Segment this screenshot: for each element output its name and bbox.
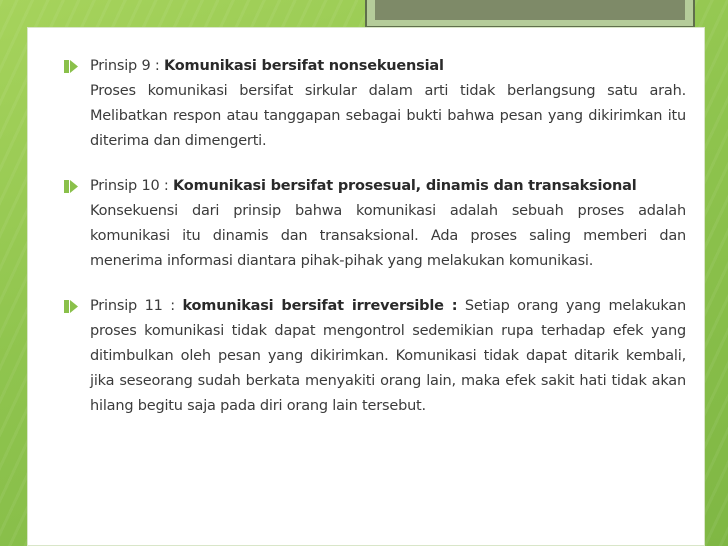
bullet-arrow-icon [64,300,78,313]
bullet-trail: Setiap orang yang melakukan proses komunikasi tidak dapat mengontrol sedemikian rupa terhadap efek yang ditimbulkan oleh pesan yang dikirimkan. Komunikasi tidak dapat ditarik kembali, jika seseorang sudah berkata menyakiti orang lain, maka efek sakit hati tidak akan hilang begitu saja pada diri orang lain tersebut. [90,298,686,414]
bullet-heading: komunikasi bersifat irreversible : [182,298,458,314]
bullet-lead: Prinsip 11 : [90,298,183,314]
bullet-lead: Prinsip 10 : [90,178,174,194]
bullet-body: Konsekuensi dari prinsip bahwa komunikasi adalah sebuah proses adalah komunikasi itu dinamis dan transaksional. Ada proses saling memberi dan menerima informasi diantara pihak-pihak yang melakukan komunikasi. [90,203,686,269]
title-bar-inner [375,0,685,20]
bullet-item [62,174,686,274]
slide-content [62,54,686,419]
bullet-lead: Prinsip 9 : [90,58,164,74]
bullet-arrow-icon [64,60,78,73]
bullet-body: Proses komunikasi bersifat sirkular dalam arti tidak berlangsung satu arah. Melibatkan respon atau tanggapan sebagai bukti bahwa pesan yang dikirimkan itu diterima dan dimengerti. [90,83,686,149]
bullet-item [62,294,686,419]
title-bar-decoration [365,0,695,28]
bullet-arrow-icon [64,180,78,193]
bullet-item [62,54,686,154]
bullet-heading: Komunikasi bersifat nonsekuensial [164,58,444,74]
bullet-heading: Komunikasi bersifat prosesual, dinamis dan transaksional [173,178,637,194]
